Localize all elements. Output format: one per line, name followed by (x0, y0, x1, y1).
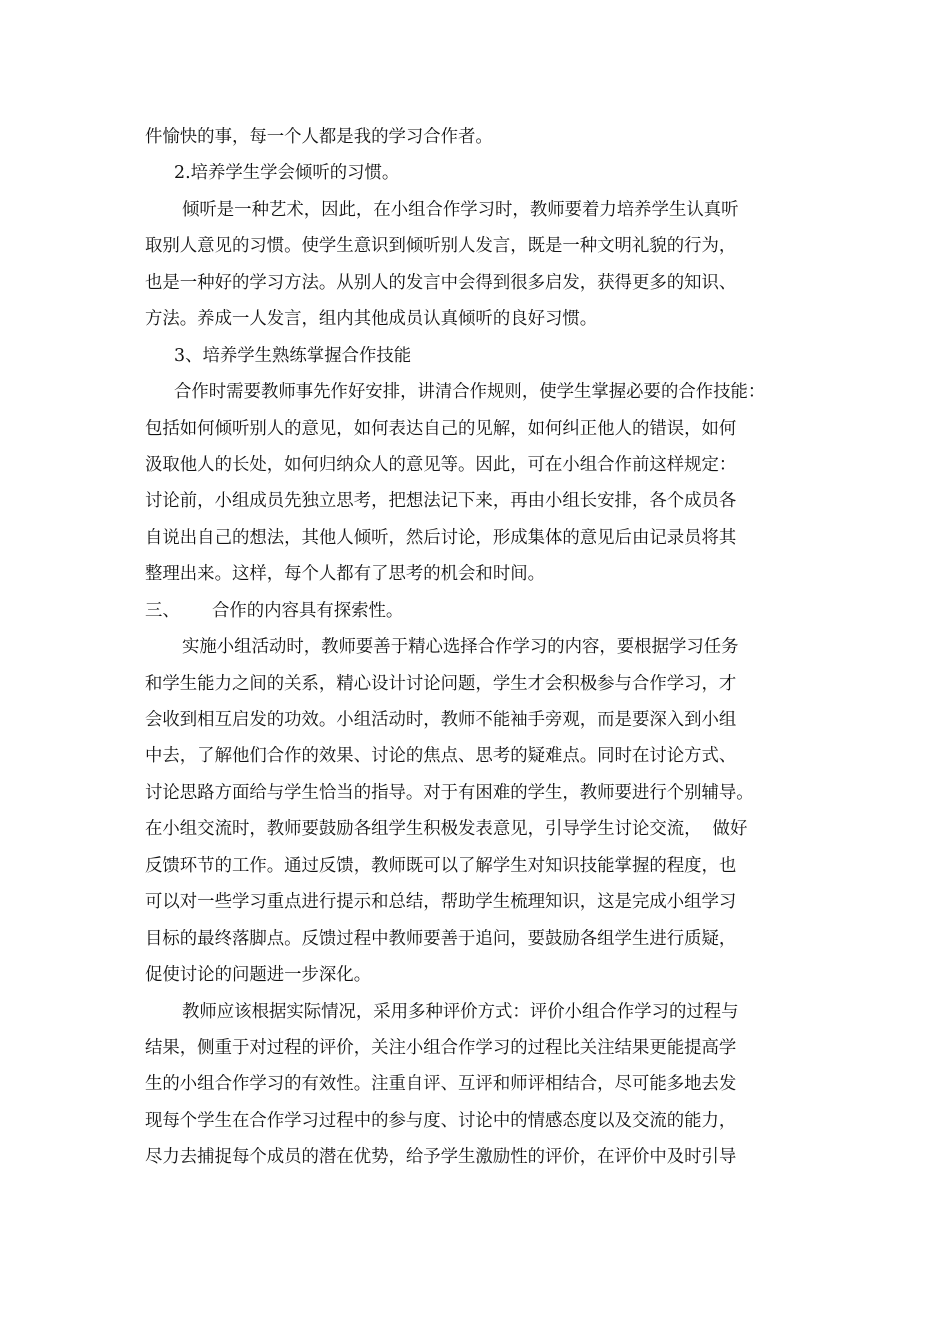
text-line: 也是一种好的学习方法。从别人的发言中会得到很多启发，获得更多的知识、 (145, 272, 737, 293)
text-line: 现每个学生在合作学习过程中的参与度、讨论中的情感态度以及交流的能力， (145, 1110, 737, 1131)
text-line: 和学生能力之间的关系，精心设计讨论问题，学生才会积极参与合作学习，才 (145, 673, 737, 694)
paragraph-block-after (145, 629, 825, 1176)
text-line: 汲取他人的长处，如何归纳众人的意见等。因此，可在小组合作前这样规定： (145, 454, 737, 475)
text-line: 自说出自己的想法，其他人倾听，然后讨论，形成集体的意见后由记录员将其 (145, 527, 737, 548)
text-line: 取别人意见的习惯。使学生意识到倾听别人发言，既是一种文明礼貌的行为， (145, 236, 737, 257)
text-line: 包括如何倾听别人的意见，如何表达自己的见解，如何纠正他人的错误，如何 (145, 418, 737, 439)
text-line: 生的小组合作学习的有效性。注重自评、互评和师评相结合，尽可能多地去发 (145, 1074, 737, 1095)
text-line: 方法。养成一人发言，组内其他成员认真倾听的良好习惯。 (145, 309, 598, 330)
section-heading-3 (145, 593, 825, 629)
document-body (145, 119, 825, 1176)
text-line: 实施小组活动时，教师要善于精心选择合作学习的内容，要根据学习任务 (182, 637, 739, 658)
text-line: 目标的最终落脚点。反馈过程中教师要善于追问，要鼓励各组学生进行质疑， (145, 928, 737, 949)
text-line: 3、培养学生熟练掌握合作技能 (174, 345, 412, 366)
text-line: 件愉快的事，每一个人都是我的学习合作者。 (145, 127, 493, 147)
text-line: 尽力去捕捉每个成员的潜在优势，给予学生激励性的评价，在评价中及时引导 (145, 1147, 737, 1168)
text-line: 结果，侧重于对过程的评价，关注小组合作学习的过程比关注结果更能提高学 (145, 1037, 737, 1058)
paragraph-block-before (145, 119, 825, 593)
section-number: 三、 (145, 600, 180, 621)
text-line: 可以对一些学习重点进行提示和总结，帮助学生梳理知识，这是完成小组学习 (145, 892, 737, 913)
text-line: 倾听是一种艺术，因此，在小组合作学习时，教师要着力培养学生认真听 (182, 199, 739, 220)
text-line: 整理出来。这样，每个人都有了思考的机会和时间。 (145, 564, 545, 585)
text-line: 在小组交流时，教师要鼓励各组学生积极发表意见，引导学生讨论交流， 做好 (145, 819, 748, 840)
text-line: 会收到相互启发的功效。小组活动时，教师不能袖手旁观，而是要深入到小组 (145, 710, 737, 730)
text-line: 讨论前，小组成员先独立思考，把想法记下来，再由小组长安排，各个成员各 (145, 491, 737, 512)
text-line: 反馈环节的工作。通过反馈，教师既可以了解学生对知识技能掌握的程度，也 (145, 855, 737, 876)
text-line: 中去，了解他们合作的效果、讨论的焦点、思考的疑难点。同时在讨论方式、 (145, 746, 737, 767)
text-line: 讨论思路方面给与学生恰当的指导。对于有困难的学生，教师要进行个别辅导。 (145, 782, 754, 803)
section-title: 合作的内容具有探索性。 (212, 600, 404, 621)
text-line: 教师应该根据实际情况，采用多种评价方式：评价小组合作学习的过程与 (182, 1001, 739, 1022)
text-line: 2.培养学生学会倾听的习惯。 (174, 163, 400, 184)
text-line: 合作时需要教师事先作好安排，讲清合作规则，使学生掌握必要的合作技能： (174, 382, 766, 403)
text-line: 促使讨论的问题进一步深化。 (145, 965, 372, 986)
